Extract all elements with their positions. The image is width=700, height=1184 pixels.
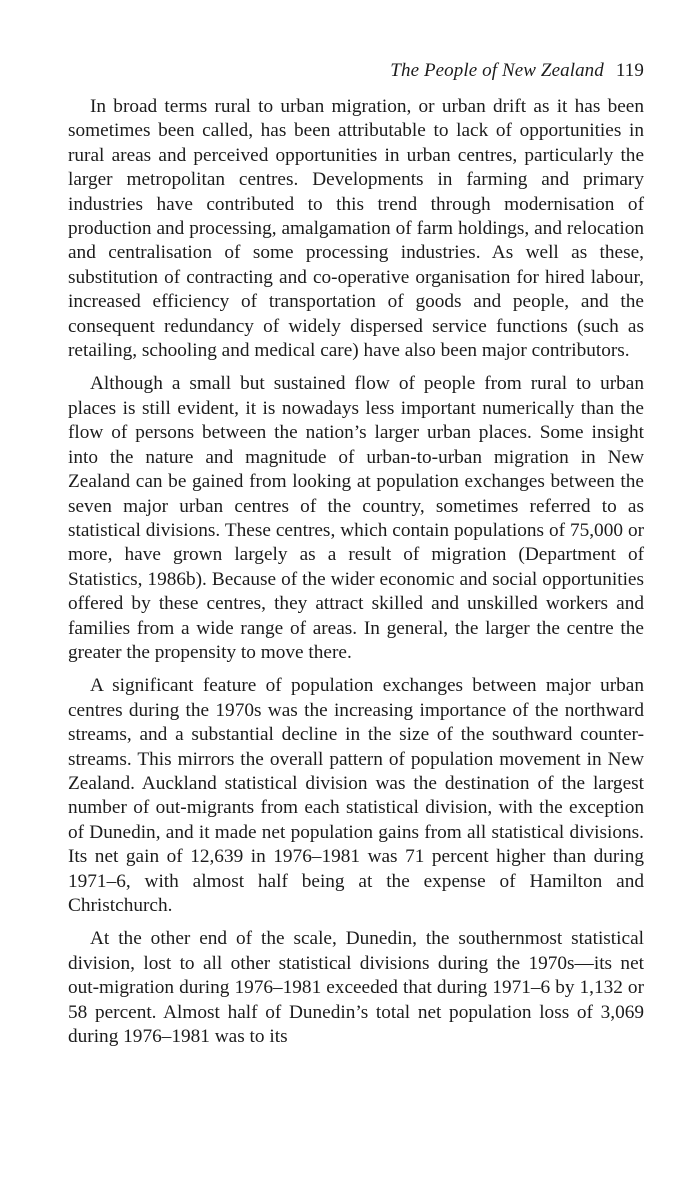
body-paragraph: At the other end of the scale, Dunedin, the southernmost statistical division, lost to all other statistical divisions during the 1970s—its net out-migration during 1976–1981 exceeded that during 1971–6 by 1,132 or 58 percent. Almost half of Dunedin’s total net population loss of 3,069 during 1976–1981 was to its <box>68 928 644 1048</box>
body-paragraph: In broad terms rural to urban migration, or urban drift as it has been sometimes been called, has been attributable to lack of opportunities in rural areas and perceived opportunities in urban centres, particularly the larger metropolitan centres. Developments in farming and primary industries have contributed to this trend through modernisation of production and processing, amalgamation of farm holdings, and relocation and centralisation of some processing industries. As well as these, substitution of contracting and co-operative organisation for hired labour, increased efficiency of transportation of goods and people, and the consequent redundancy of widely dispersed service functions (such as retailing, schooling and medical care) have also been major contributors. <box>68 96 644 362</box>
running-head <box>68 58 644 84</box>
body-paragraph: Although a small but sustained flow of people from rural to urban places is still evident, it is nowadays less important numerically than the flow of persons between the nation’s larger urban places. Some insight into the nature and magnitude of urban-to-urban migration in New Zealand can be gained from looking at population exchanges between the seven major urban centres of the country, sometimes referred to as statistical divisions. These centres, which contain populations of 75,000 or more, have grown largely as a result of migration (Department of Statistics, 1986b). Because of the wider economic and social opportunities offered by these centres, they attract skilled and unskilled workers and families from a wide range of areas. In general, the larger the centre the greater the propensity to move there. <box>68 373 644 663</box>
book-page <box>68 58 644 1058</box>
running-head-title: The People of New Zealand <box>390 60 604 81</box>
body-paragraph: A significant feature of population exchanges between major urban centres during the 1970s was the increasing importance of the northward streams, and a substantial decline in the size of the southward counter-streams. This mirrors the overall pattern of population movement in New Zealand. Auckland statistical division was the destination of the largest number of out-migrants from each statistical division, with the exception of Dunedin, and it made net population gains from all statistical divisions. Its net gain of 12,639 in 1976–1981 was 71 percent higher than during 1971–6, with almost half being at the expense of Hamilton and Christchurch. <box>68 675 644 916</box>
page-number: 119 <box>615 60 644 81</box>
